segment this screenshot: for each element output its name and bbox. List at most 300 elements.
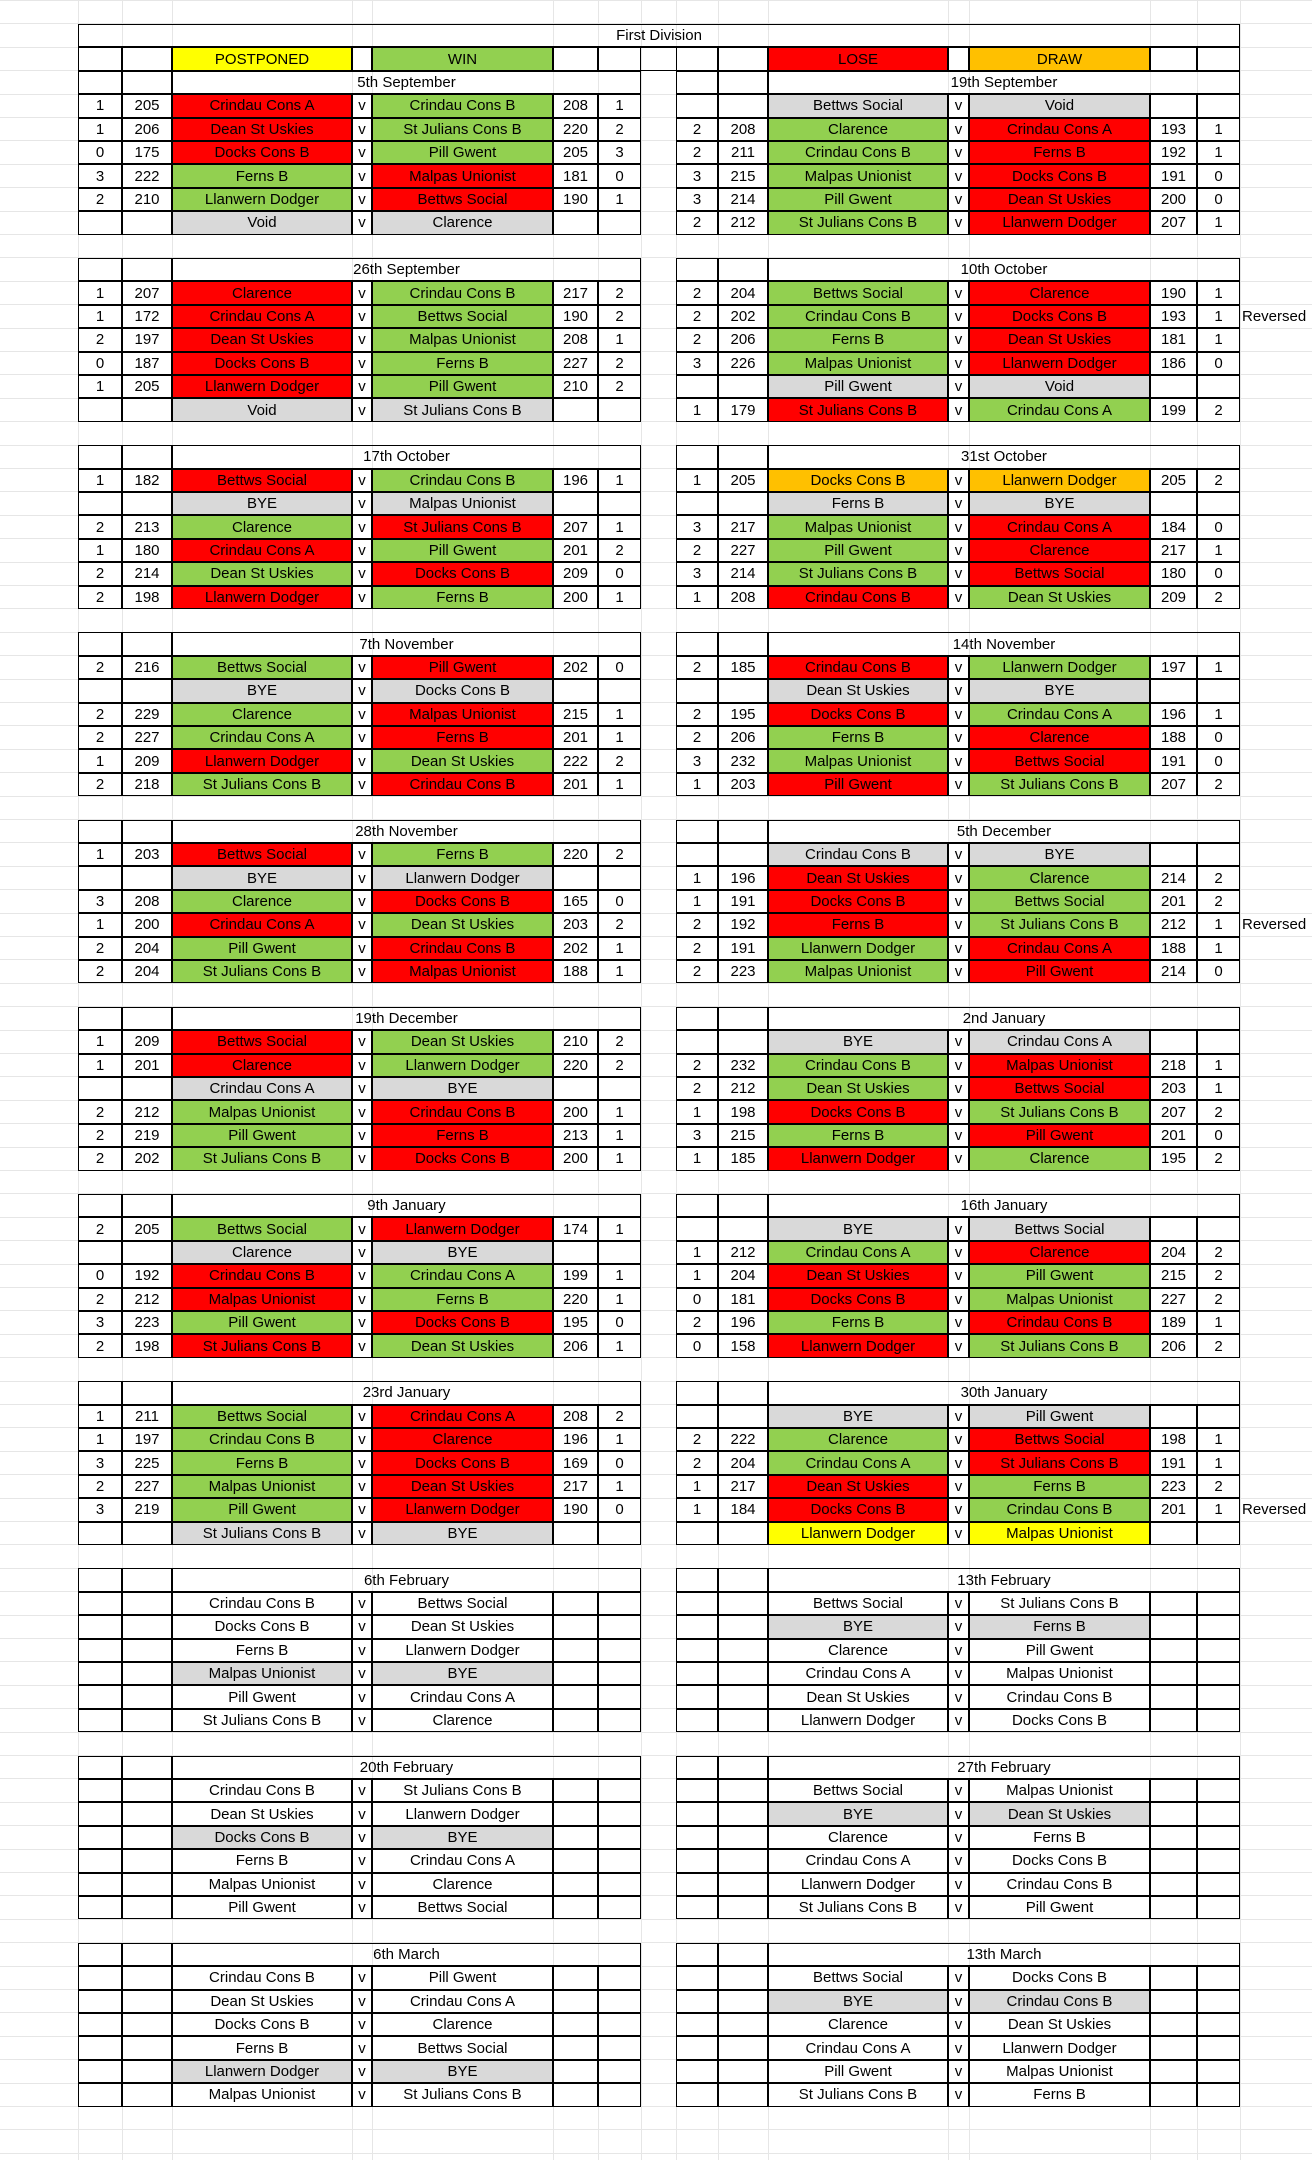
home-score[interactable] [122,1873,172,1896]
home-score[interactable]: 212 [718,211,768,234]
away-score[interactable] [553,1896,598,1919]
blank-cell[interactable] [676,1943,718,1966]
home-score[interactable] [122,1077,172,1100]
away-team[interactable]: Pill Gwent [372,1966,553,1989]
versus-label[interactable]: v [352,1966,372,1989]
home-team[interactable]: Malpas Unionist [172,1475,352,1498]
away-points[interactable] [1197,1873,1240,1896]
home-points[interactable] [78,211,122,234]
away-points[interactable] [1197,1405,1240,1428]
away-points[interactable] [598,398,641,421]
versus-label[interactable]: v [948,164,969,187]
versus-label[interactable]: v [352,843,372,866]
round-date[interactable]: 9th January [172,1194,641,1217]
home-team[interactable]: Malpas Unionist [768,515,948,538]
home-points[interactable]: 2 [78,562,122,585]
versus-label[interactable]: v [948,1966,969,1989]
away-points[interactable] [1197,2013,1240,2036]
away-score[interactable]: 188 [553,960,598,983]
home-score[interactable] [122,679,172,702]
home-team[interactable]: Clarence [172,515,352,538]
home-points[interactable]: 1 [78,913,122,936]
blank-cell[interactable] [78,1943,122,1966]
home-points[interactable]: 2 [676,726,718,749]
home-points[interactable]: 3 [676,188,718,211]
versus-label[interactable]: v [948,1639,969,1662]
home-points[interactable] [78,1662,122,1685]
away-points[interactable]: 1 [1197,703,1240,726]
away-points[interactable]: 1 [1197,1077,1240,1100]
away-score[interactable]: 210 [553,375,598,398]
versus-label[interactable]: v [352,1849,372,1872]
home-points[interactable] [676,94,718,117]
away-team[interactable]: Ferns B [372,843,553,866]
away-points[interactable]: 1 [598,586,641,609]
home-points[interactable]: 2 [676,141,718,164]
away-points[interactable]: 0 [1197,188,1240,211]
versus-label[interactable]: v [948,656,969,679]
away-score[interactable]: 188 [1150,726,1197,749]
away-team[interactable]: Pill Gwent [372,141,553,164]
away-team[interactable]: St Julians Cons B [969,773,1150,796]
away-points[interactable]: 1 [598,726,641,749]
away-points[interactable]: 2 [598,1030,641,1053]
away-score[interactable] [1150,2013,1197,2036]
versus-label[interactable]: v [948,2083,969,2106]
home-score[interactable]: 198 [122,586,172,609]
versus-label[interactable]: v [948,1896,969,1919]
home-score[interactable] [122,1685,172,1708]
home-score[interactable] [718,1826,768,1849]
away-points[interactable] [598,492,641,515]
away-score[interactable]: 190 [553,188,598,211]
away-points[interactable]: 0 [1197,749,1240,772]
home-score[interactable]: 225 [122,1451,172,1474]
blank-cell[interactable] [718,1007,768,1030]
away-team[interactable]: Docks Cons B [969,1849,1150,1872]
away-score[interactable]: 220 [553,1054,598,1077]
versus-label[interactable]: v [948,539,969,562]
home-score[interactable] [122,2060,172,2083]
away-points[interactable]: 1 [1197,1451,1240,1474]
away-team[interactable]: Llanwern Dodger [969,469,1150,492]
versus-label[interactable]: v [948,1241,969,1264]
away-score[interactable]: 195 [1150,1147,1197,1170]
versus-label[interactable]: v [352,188,372,211]
home-points[interactable] [78,1709,122,1732]
away-points[interactable]: 1 [1197,937,1240,960]
away-points[interactable] [598,1077,641,1100]
away-score[interactable]: 199 [1150,398,1197,421]
away-score[interactable] [553,866,598,889]
away-team[interactable]: Malpas Unionist [372,328,553,351]
versus-label[interactable]: v [352,1100,372,1123]
away-points[interactable]: 1 [1197,1428,1240,1451]
away-points[interactable]: 2 [598,305,641,328]
away-score[interactable] [1150,1592,1197,1615]
versus-label[interactable]: v [948,937,969,960]
away-points[interactable]: 2 [1197,1264,1240,1287]
away-team[interactable]: Malpas Unionist [372,492,553,515]
versus-label[interactable]: v [352,94,372,117]
versus-label[interactable]: v [352,1896,372,1919]
home-team[interactable]: BYE [172,679,352,702]
versus-label[interactable]: v [948,1522,969,1545]
away-team[interactable]: Pill Gwent [372,539,553,562]
home-points[interactable]: 2 [78,1334,122,1357]
versus-label[interactable]: v [948,375,969,398]
versus-label[interactable]: v [352,562,372,585]
versus-label[interactable]: v [352,749,372,772]
away-score[interactable] [1150,1615,1197,1638]
legend-win[interactable]: WIN [372,47,553,70]
away-score[interactable]: 205 [1150,469,1197,492]
away-score[interactable]: 190 [553,1498,598,1521]
home-score[interactable]: 227 [122,1475,172,1498]
away-team[interactable]: Dean St Uskies [969,586,1150,609]
blank-cell[interactable] [718,1381,768,1404]
versus-label[interactable]: v [948,1498,969,1521]
away-score[interactable]: 196 [553,1428,598,1451]
away-team[interactable]: Llanwern Dodger [969,2036,1150,2059]
away-team[interactable]: Dean St Uskies [372,749,553,772]
away-score[interactable]: 201 [1150,890,1197,913]
away-points[interactable]: 0 [1197,164,1240,187]
home-team[interactable]: Pill Gwent [172,1124,352,1147]
away-score[interactable]: 191 [1150,164,1197,187]
away-points[interactable] [598,1826,641,1849]
versus-label[interactable]: v [352,211,372,234]
home-points[interactable]: 3 [676,164,718,187]
blank-cell[interactable] [676,1756,718,1779]
home-team[interactable]: BYE [768,1405,948,1428]
away-score[interactable]: 217 [553,1475,598,1498]
legend-blank-cell[interactable] [1150,47,1197,70]
home-points[interactable]: 2 [78,1100,122,1123]
home-team[interactable]: St Julians Cons B [172,1334,352,1357]
away-score[interactable] [553,1779,598,1802]
home-team[interactable]: Dean St Uskies [768,866,948,889]
away-points[interactable] [598,211,641,234]
away-score[interactable]: 227 [553,352,598,375]
home-points[interactable]: 1 [676,586,718,609]
versus-label[interactable]: v [948,281,969,304]
blank-cell[interactable] [676,1194,718,1217]
away-team[interactable]: Ferns B [969,1475,1150,1498]
home-team[interactable]: BYE [768,1615,948,1638]
away-team[interactable]: Docks Cons B [969,1709,1150,1732]
home-team[interactable]: Void [172,211,352,234]
home-team[interactable]: Crindau Cons B [172,1779,352,1802]
away-score[interactable] [553,679,598,702]
away-score[interactable]: 193 [1150,118,1197,141]
versus-label[interactable]: v [948,1709,969,1732]
away-points[interactable] [1197,1030,1240,1053]
away-score[interactable]: 206 [553,1334,598,1357]
home-team[interactable]: Crindau Cons B [768,1054,948,1077]
home-team[interactable]: Crindau Cons B [172,1264,352,1287]
home-team[interactable]: Docks Cons B [172,352,352,375]
home-points[interactable]: 2 [78,188,122,211]
away-score[interactable]: 203 [1150,1077,1197,1100]
home-score[interactable] [122,1849,172,1872]
away-team[interactable]: Malpas Unionist [969,1662,1150,1685]
away-points[interactable]: 1 [598,773,641,796]
home-score[interactable]: 205 [122,1217,172,1240]
home-points[interactable] [676,1802,718,1825]
away-score[interactable]: 218 [1150,1054,1197,1077]
away-score[interactable] [553,2060,598,2083]
home-score[interactable]: 204 [718,281,768,304]
away-points[interactable] [598,1241,641,1264]
versus-label[interactable]: v [948,749,969,772]
away-points[interactable] [598,1592,641,1615]
home-points[interactable] [676,1779,718,1802]
away-team[interactable]: Malpas Unionist [372,164,553,187]
home-team[interactable]: Ferns B [768,1311,948,1334]
home-team[interactable]: Pill Gwent [768,2060,948,2083]
away-team[interactable]: Crindau Cons B [372,94,553,117]
blank-cell[interactable] [676,258,718,281]
versus-label[interactable]: v [352,2036,372,2059]
reversed-note[interactable]: Reversed [1242,307,1307,325]
home-score[interactable]: 180 [122,539,172,562]
home-points[interactable] [676,1592,718,1615]
away-team[interactable]: Dean St Uskies [372,1030,553,1053]
home-team[interactable]: BYE [768,1990,948,2013]
away-points[interactable]: 0 [1197,1124,1240,1147]
away-team[interactable]: Crindau Cons A [372,1685,553,1708]
home-team[interactable]: Bettws Social [768,1592,948,1615]
home-points[interactable]: 1 [676,1241,718,1264]
home-points[interactable]: 1 [676,398,718,421]
home-points[interactable]: 2 [78,656,122,679]
home-score[interactable]: 181 [718,1288,768,1311]
home-team[interactable]: Ferns B [768,328,948,351]
legend-lose[interactable]: LOSE [768,47,948,70]
away-score[interactable] [1150,679,1197,702]
versus-label[interactable]: v [948,1615,969,1638]
home-score[interactable]: 202 [718,305,768,328]
away-points[interactable]: 1 [598,1100,641,1123]
away-team[interactable]: Pill Gwent [969,1405,1150,1428]
away-score[interactable] [553,398,598,421]
home-team[interactable]: Crindau Cons A [172,913,352,936]
blank-cell[interactable] [78,258,122,281]
blank-cell[interactable] [718,71,768,94]
away-score[interactable] [1150,1217,1197,1240]
away-team[interactable]: Pill Gwent [969,1896,1150,1919]
away-points[interactable]: 1 [598,188,641,211]
home-score[interactable] [122,398,172,421]
home-team[interactable]: Malpas Unionist [768,352,948,375]
away-team[interactable]: Docks Cons B [969,164,1150,187]
away-points[interactable]: 0 [598,1498,641,1521]
versus-label[interactable]: v [352,1826,372,1849]
away-score[interactable]: 201 [553,773,598,796]
home-points[interactable]: 1 [78,305,122,328]
away-team[interactable]: Bettws Social [969,890,1150,913]
away-score[interactable]: 220 [553,1288,598,1311]
away-points[interactable]: 1 [598,1147,641,1170]
away-score[interactable] [1150,2083,1197,2106]
away-points[interactable] [598,1966,641,1989]
versus-label[interactable]: v [948,1264,969,1287]
away-score[interactable] [1150,2060,1197,2083]
away-points[interactable]: 0 [1197,562,1240,585]
home-score[interactable]: 203 [718,773,768,796]
reversed-note[interactable]: Reversed [1242,916,1307,934]
home-points[interactable]: 0 [78,141,122,164]
home-points[interactable] [78,1241,122,1264]
home-team[interactable]: St Julians Cons B [172,960,352,983]
away-team[interactable]: Crindau Cons B [969,1685,1150,1708]
home-team[interactable]: Pill Gwent [172,937,352,960]
home-score[interactable] [122,1709,172,1732]
away-team[interactable]: Crindau Cons B [372,773,553,796]
home-score[interactable] [718,1639,768,1662]
away-points[interactable]: 2 [598,1405,641,1428]
away-points[interactable] [1197,1802,1240,1825]
home-team[interactable]: Crindau Cons B [172,1428,352,1451]
round-date[interactable]: 30th January [768,1381,1240,1404]
home-points[interactable]: 1 [78,1428,122,1451]
away-team[interactable]: Ferns B [372,586,553,609]
away-score[interactable]: 193 [1150,305,1197,328]
away-points[interactable]: 1 [1197,656,1240,679]
away-points[interactable]: 1 [1197,281,1240,304]
home-score[interactable]: 184 [718,1498,768,1521]
away-score[interactable]: 208 [553,328,598,351]
away-points[interactable]: 2 [1197,398,1240,421]
away-points[interactable]: 2 [1197,890,1240,913]
away-points[interactable] [1197,1779,1240,1802]
versus-label[interactable]: v [948,1475,969,1498]
home-score[interactable]: 203 [122,843,172,866]
home-points[interactable] [676,1685,718,1708]
versus-label[interactable]: v [948,1077,969,1100]
away-score[interactable]: 200 [553,1100,598,1123]
home-score[interactable] [718,2013,768,2036]
away-points[interactable]: 1 [598,1288,641,1311]
versus-label[interactable]: v [948,515,969,538]
home-team[interactable]: Bettws Social [172,843,352,866]
away-points[interactable]: 2 [598,375,641,398]
home-score[interactable]: 197 [122,1428,172,1451]
away-team[interactable]: Void [969,375,1150,398]
away-points[interactable] [1197,1685,1240,1708]
versus-label[interactable]: v [948,679,969,702]
away-points[interactable]: 0 [1197,352,1240,375]
away-score[interactable]: 207 [553,515,598,538]
home-score[interactable]: 208 [718,118,768,141]
away-points[interactable] [598,2060,641,2083]
home-points[interactable] [78,1592,122,1615]
home-points[interactable]: 3 [676,749,718,772]
home-team[interactable]: Crindau Cons B [768,141,948,164]
home-score[interactable]: 196 [718,1311,768,1334]
versus-label[interactable]: v [352,1709,372,1732]
home-score[interactable] [718,1685,768,1708]
home-team[interactable]: Pill Gwent [768,188,948,211]
home-team[interactable]: St Julians Cons B [768,1896,948,1919]
away-team[interactable]: Clarence [969,1241,1150,1264]
away-points[interactable]: 1 [1197,118,1240,141]
versus-label[interactable]: v [352,1662,372,1685]
home-points[interactable]: 1 [78,539,122,562]
home-score[interactable] [122,1826,172,1849]
home-points[interactable]: 1 [78,469,122,492]
away-points[interactable] [1197,1966,1240,1989]
versus-label[interactable]: v [948,1334,969,1357]
home-team[interactable]: Clarence [172,281,352,304]
versus-label[interactable]: v [948,890,969,913]
versus-label[interactable]: v [352,469,372,492]
home-score[interactable] [718,1873,768,1896]
home-score[interactable]: 227 [718,539,768,562]
away-score[interactable]: 202 [553,656,598,679]
away-points[interactable]: 2 [1197,586,1240,609]
away-points[interactable]: 1 [598,1475,641,1498]
versus-label[interactable]: v [948,586,969,609]
away-score[interactable]: 209 [1150,586,1197,609]
away-team[interactable]: Crindau Cons A [969,118,1150,141]
away-points[interactable]: 0 [1197,960,1240,983]
home-points[interactable]: 1 [78,94,122,117]
home-team[interactable]: Crindau Cons A [768,1451,948,1474]
home-points[interactable] [78,1966,122,1989]
home-points[interactable] [78,1639,122,1662]
home-score[interactable]: 213 [122,515,172,538]
home-points[interactable] [78,1522,122,1545]
away-team[interactable]: Crindau Cons A [969,703,1150,726]
home-score[interactable]: 219 [122,1498,172,1521]
round-date[interactable]: 16th January [768,1194,1240,1217]
away-team[interactable]: Ferns B [372,1124,553,1147]
versus-label[interactable]: v [352,375,372,398]
away-score[interactable]: 198 [1150,1428,1197,1451]
versus-label[interactable]: v [948,1849,969,1872]
home-team[interactable]: Crindau Cons B [768,656,948,679]
home-score[interactable] [718,375,768,398]
round-date[interactable]: 14th November [768,632,1240,655]
versus-label[interactable]: v [948,2060,969,2083]
away-points[interactable]: 1 [598,1217,641,1240]
away-points[interactable] [1197,1709,1240,1732]
away-points[interactable]: 1 [1197,1311,1240,1334]
versus-label[interactable]: v [352,141,372,164]
versus-label[interactable]: v [948,305,969,328]
home-team[interactable]: Clarence [768,2013,948,2036]
blank-cell[interactable] [676,1568,718,1591]
away-points[interactable] [1197,1896,1240,1919]
blank-cell[interactable] [676,1381,718,1404]
home-team[interactable]: Docks Cons B [172,2013,352,2036]
home-score[interactable]: 217 [718,515,768,538]
home-team[interactable]: Malpas Unionist [172,1288,352,1311]
away-score[interactable] [553,1241,598,1264]
away-points[interactable] [1197,375,1240,398]
home-score[interactable] [122,1896,172,1919]
legend-blank-cell[interactable] [1197,47,1240,70]
home-score[interactable]: 223 [718,960,768,983]
away-team[interactable]: Crindau Cons A [969,398,1150,421]
versus-label[interactable]: v [948,94,969,117]
home-team[interactable]: Crindau Cons B [172,1966,352,1989]
away-score[interactable] [1150,1709,1197,1732]
versus-label[interactable]: v [948,703,969,726]
home-score[interactable]: 172 [122,305,172,328]
